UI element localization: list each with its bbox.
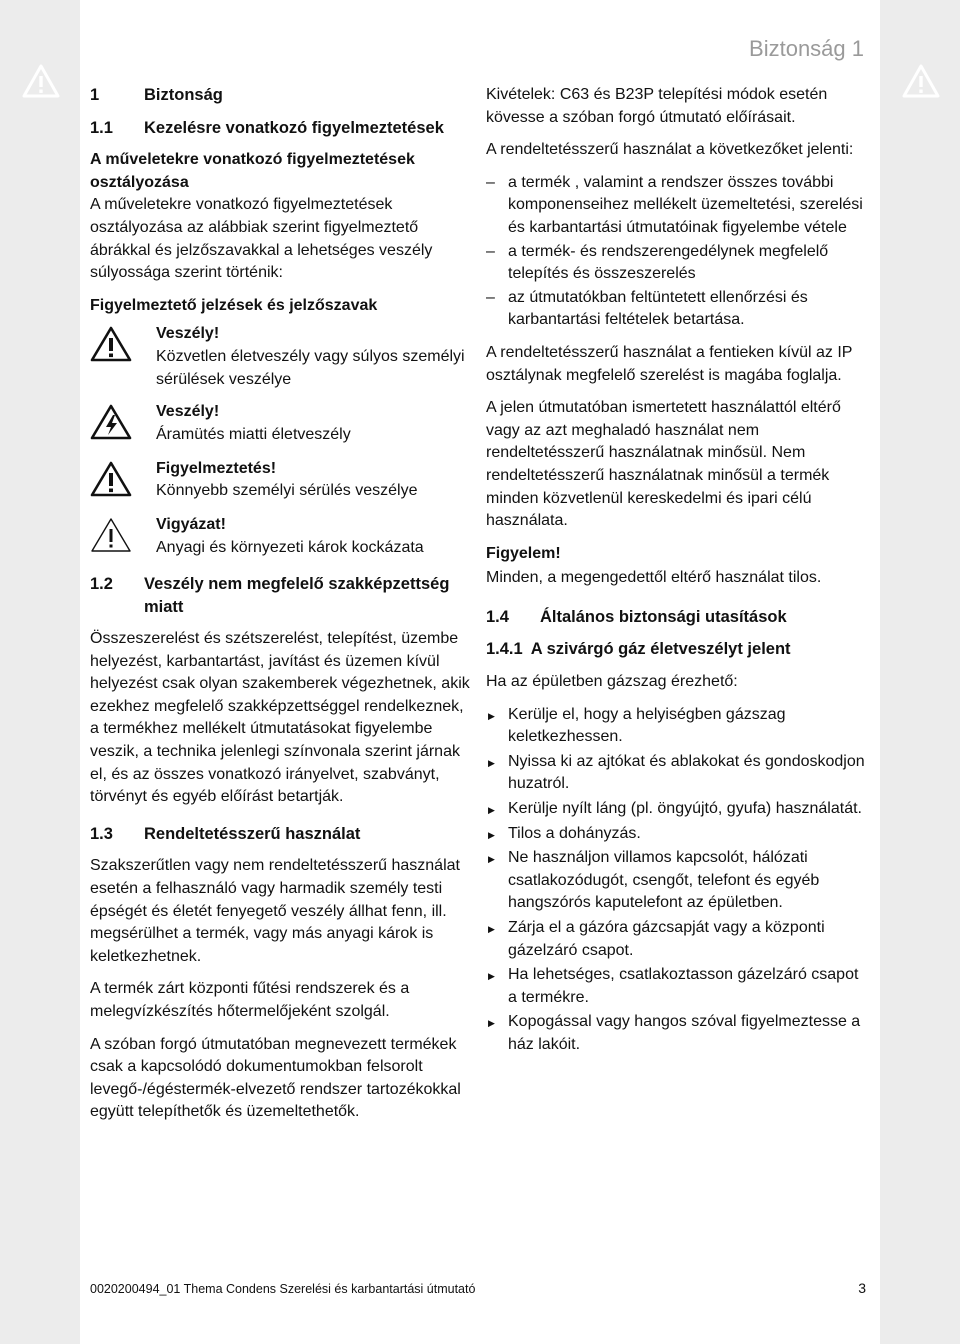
section-title: Biztonság	[144, 86, 223, 104]
list-item: ▶ Kerülje nyílt láng (pl. öngyújtó, gyufa) használatát.	[486, 798, 870, 821]
section-1-1-heading	[90, 117, 472, 140]
section-title: A szivárgó gáz életveszélyt jelent	[530, 640, 791, 659]
signal-description: Közvetlen életveszély vagy súlyos személyi sérülések veszélye	[156, 347, 465, 388]
classification-heading: A műveletekre vonatkozó figyelmeztetések osztályozása	[90, 151, 415, 191]
section-1-4-heading	[486, 606, 870, 629]
left-margin-band	[0, 0, 80, 1344]
right-column	[486, 84, 870, 1059]
section-1-2-text: Összeszerelést és szétszerelést, telepítést, üzembe helyezést, karbantartást, javítást és üzemen kívül helyezést csak olyan szakemberek végezhetnek, akik ezekhez megfelelő szakképzettséggel rendelkeznek, a termékhez mellékelt útmutatásokat figyelembe veszik, a technika jelenlegi színvonala szerint járnak el, és az összes vonatkozó irányelvet, szabványt, törvényt és egyéb előírást betartják.	[90, 630, 470, 806]
signal-word: Veszély!	[156, 403, 220, 421]
intended-use-intro: A rendeltetésszerű használat a következőket jelenti:	[486, 141, 854, 159]
ip-class-paragraph: A rendeltetésszerű használat a fentieken kívül az IP osztálynak megfelelő szerelést is magába foglalja.	[486, 343, 853, 384]
signal-item-caution	[90, 514, 472, 561]
danger-triangle-icon	[90, 326, 132, 362]
signal-description: Könnyebb személyi sérülés veszélye	[156, 482, 418, 500]
signal-description: Anyagi és környezeti károk kockázata	[156, 538, 424, 556]
list-item: ▶ Nyissa ki az ajtókat és ablakokat és gondoskodjon huzatról.	[486, 751, 870, 796]
section-1-4-1-heading	[486, 638, 870, 661]
signals-heading: Figyelmeztető jelzések és jelzőszavak	[90, 296, 378, 314]
warning-triangle-icon	[90, 461, 132, 497]
footer-document-title: 0020200494_01 Thema Condens Szerelési és karbantartási útmutató	[90, 1282, 476, 1296]
section-number: 1	[90, 86, 100, 104]
section-1-3-heading	[90, 823, 472, 846]
right-margin-band	[880, 0, 960, 1344]
left-column	[90, 84, 472, 1134]
signal-item-warning	[90, 458, 472, 505]
warning-triangle-icon	[902, 64, 940, 98]
list-item: ▶ Kerülje el, hogy a helyiségben gázszag keletkezhessen.	[486, 704, 870, 749]
gas-smell-intro: Ha az épületben gázszag érezhető:	[486, 673, 738, 691]
list-item: – az útmutatókban feltüntetett ellenőrzési és karbantartási feltételek betartása.	[486, 287, 870, 332]
section-1-3-paragraph-3: A szóban forgó útmutatóban megnevezett termékek csak a kapcsolódó dokumentumokban felsorolt levegő-/égéstermék-elvezető rendszer tartozékokkal együtt telepíthetők és üzemeltethetők.	[90, 1035, 461, 1121]
section-number: 1.3	[90, 824, 113, 843]
electric-shock-triangle-icon	[90, 404, 132, 440]
attention-label: Figyelem!	[486, 544, 561, 562]
list-item: ▶ Ha lehetséges, csatlakoztasson gázelzáró csapot a termékre.	[486, 964, 870, 1009]
warning-triangle-icon	[22, 64, 60, 98]
misuse-paragraph: A jelen útmutatóban ismertetett használattól eltérő vagy az azt meghaladó használat nem rendeltetésszerű használatnak minősül. Nem rendeltetésszerű használatnak minősül a termék minden közvetlenül kereskedelmi és ipari célú használata.	[486, 399, 841, 530]
list-item: – a termék- és rendszerengedélynek megfelelő telepítés és összeszerelés	[486, 241, 870, 286]
signal-item-electric	[90, 401, 472, 448]
section-number: 1.4.1	[486, 640, 523, 659]
gas-instructions-list	[486, 704, 870, 1057]
signal-word: Veszély!	[156, 325, 220, 343]
signal-item-danger	[90, 323, 472, 391]
signal-description: Áramütés miatti életveszély	[156, 425, 351, 443]
list-item: – a termék , valamint a rendszer összes további komponenseihez mellékelt üzemeltetési, szerelési és karbantartási útmutatóinak figyelembe vétele	[486, 172, 870, 240]
section-title: Általános biztonsági utasítások	[540, 607, 787, 626]
page-number: 3	[858, 1280, 866, 1296]
signal-word: Figyelmeztetés!	[156, 459, 277, 477]
section-1-2-heading	[90, 573, 472, 618]
attention-text: Minden, a megengedettől eltérő használat tilos.	[486, 569, 822, 587]
section-number: 1.4	[486, 607, 509, 626]
classification-text: A műveletekre vonatkozó figyelmeztetések osztályozása az alábbiak szerint figyelmeztető ábrákkal és jelzőszavakkal a lehetséges veszély súlyossága szerint történik:	[90, 196, 433, 282]
caution-triangle-icon	[90, 517, 132, 553]
signal-word: Vigyázat!	[156, 516, 226, 534]
list-item: ▶ Zárja el a gázóra gázcsapját vagy a központi gázelzáró csapot.	[486, 917, 870, 962]
section-title: Veszély nem megfelelő szakképzettség miatt	[144, 574, 450, 616]
list-item: ▶ Ne használjon villamos kapcsolót, hálózati csatlakozódugót, csengőt, telefont és egyéb hangszórós kaputelefont az épületben.	[486, 847, 870, 915]
section-title: Rendeltetésszerű használat	[144, 824, 361, 843]
section-1-heading	[90, 84, 472, 107]
list-item: ▶ Kopogással vagy hangos szóval figyelmeztesse a ház lakóit.	[486, 1011, 870, 1056]
section-title: Kezelésre vonatkozó figyelmeztetések	[144, 118, 444, 137]
section-number: 1.1	[90, 118, 113, 137]
exceptions-paragraph: Kivételek: C63 és B23P telepítési módok esetén kövesse a szóban forgó útmutató előírásait.	[486, 86, 828, 126]
section-1-3-paragraph-2: A termék zárt központi fűtési rendszerek és a melegvízkészítés hőtermelőjeként szolgál.	[90, 980, 410, 1020]
page-header-title: Biztonság 1	[749, 36, 864, 61]
list-item: ▶ Tilos a dohányzás.	[486, 823, 870, 846]
section-number: 1.2	[90, 574, 113, 593]
intended-use-list	[486, 172, 870, 332]
section-1-3-paragraph-1: Szakszerűtlen vagy nem rendeltetésszerű használat esetén a felhasználó vagy harmadik személy testi épségét és életét fenyegető veszély állhat fenn, ill. megsérülhet a termék, vagy más anyagi károk is keletkezhetnek.	[90, 857, 460, 965]
